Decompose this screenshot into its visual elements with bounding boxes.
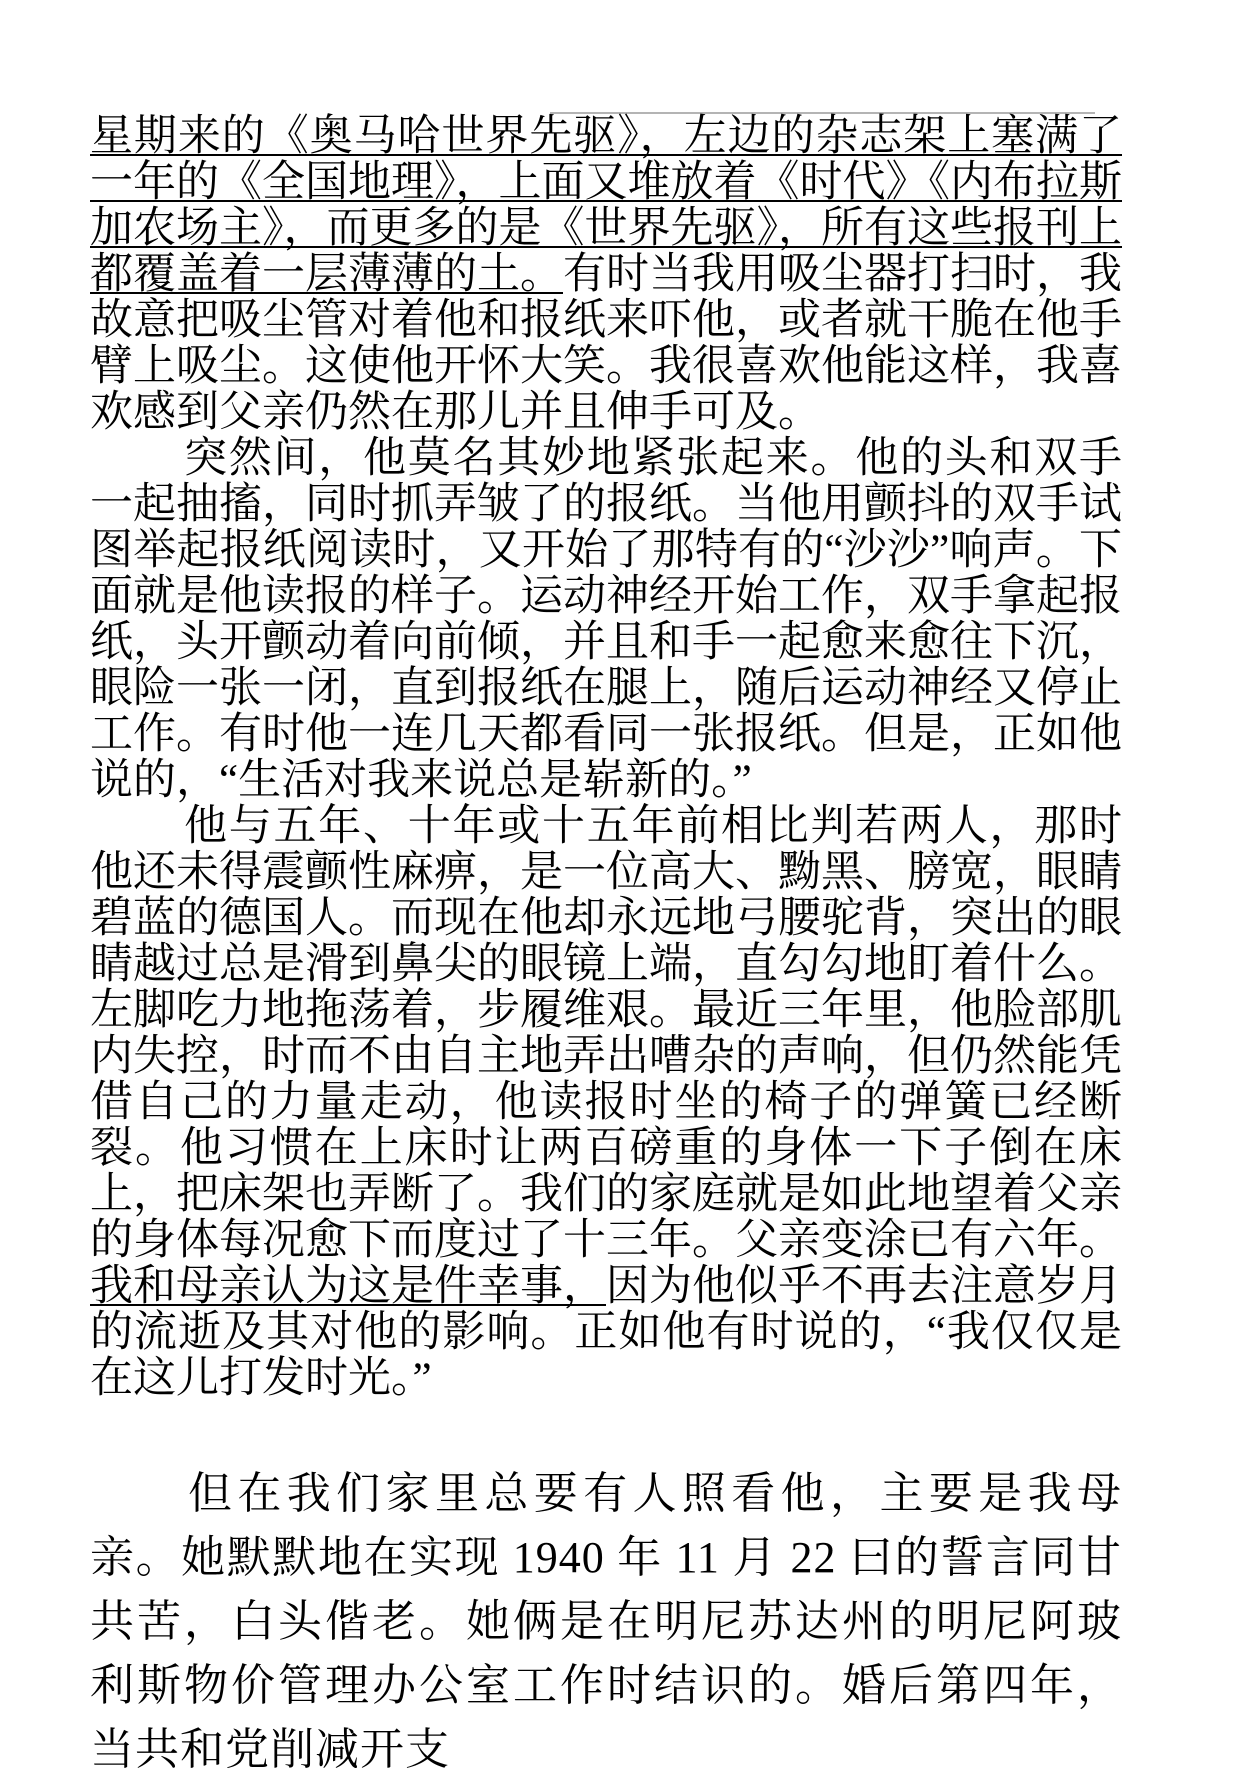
text-segment: 他与五年、十年或十五年前相比判若两人，那时他还未得震颤性麻痹，是一位高大、黝黑、膀宽，眼睛碧蓝的德国人。而现在他却永远地弓腰驼背，突出的眼睛越过总是滑到鼻尖的眼镜上端，直勾勾地盯着什么。左脚吃力地拖荡着，步履维艰。最近三年里，他脸部肌内失控，时而不由自主地弄出嘈杂的声响，但仍然能凭借自己的力量走动，他读报时坐的椅子的弹簧已经断裂。他习惯在上床时让两百磅重的身体一下子倒在床上，把床架也弄断了。我们的家庭就是如此地望着父亲的身体每况愈下而度过了十三年。父亲变涂已有六年。 xyxy=(90,803,1122,1264)
para-sudden-tremor xyxy=(90,436,1122,804)
para-mother-care xyxy=(90,1462,1122,1782)
text-segment: 星期来的《奥马哈世界先驱》，左边的杂志架上塞满了一年的《全国地理》，上面又堆放着《时代》《内布拉斯加农场主》，而更多的是《世界先驱》，所有这些报刊上都覆盖着一层薄薄的土。 xyxy=(90,113,1122,298)
text-segment: 我和母亲认为这是件幸事， xyxy=(90,1263,606,1310)
text-segment: 突然间，他莫名其妙地紧张起来。他的头和双手一起抽搐，同时抓弄皱了的报纸。当他用颤抖的双手试图举起报纸阅读时，又开始了那特有的“沙沙”响声。下面就是他读报的样子。运动神经开始工作，双手拿起报纸，头开颤动着向前倾，并且和手一起愈来愈往下沉，眼险一张一闭，直到报纸在腿上，随后运动神经又停止工作。有时他一连几天都看同一张报纸。但是，正如他说的，“生活对我来说总是崭新的。” xyxy=(90,435,1122,804)
para-newspapers xyxy=(90,114,1122,436)
text-segment: 有时当我用吸尘器打扫时，我故意把吸尘管对着他和报纸来吓他，或者就干脆在他手臂上吸尘。这使他开怀大笑。我很喜欢他能这样，我喜欢感到父亲仍然在那儿并且伸手可及。 xyxy=(90,251,1122,436)
text-segment: 因为他似乎不再去注意岁月的流逝及其对他的影响。正如他有时说的，“我仅仅是在这儿打发时光。” xyxy=(90,1263,1122,1402)
text-column xyxy=(90,114,1122,1782)
text-segment: 但在我们家里总要有人照看他，主要是我母亲。她默默地在实现 1940 年 11 月 22 曰的誓言同甘共苦，白头偕老。她俩是在明尼苏达州的明尼阿玻利斯物价管理办公室工作时结识的。婚后第四年，当共和党削减开支 xyxy=(90,1469,1122,1774)
para-comparison xyxy=(90,804,1122,1402)
